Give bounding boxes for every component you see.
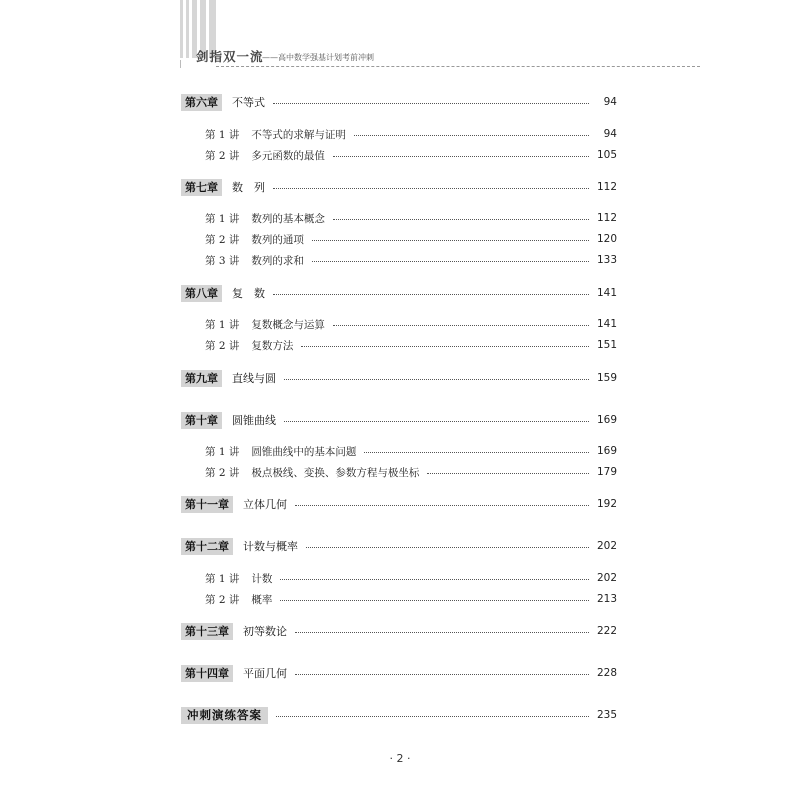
leader-dots xyxy=(280,600,589,601)
page-footer-number: · 2 · xyxy=(389,752,411,765)
section-label: 第 2 讲 xyxy=(205,339,240,352)
page-number: 94 xyxy=(603,128,617,140)
section-title: 复数方法 xyxy=(251,339,294,352)
chapter-label: 第十四章 xyxy=(181,665,233,682)
section-title: 不等式的求解与证明 xyxy=(251,128,346,141)
page-number: 112 xyxy=(596,212,617,224)
toc-section[interactable] xyxy=(181,125,617,143)
section-title: 数列的求和 xyxy=(251,254,304,267)
toc-section[interactable] xyxy=(181,442,617,460)
chapter-title: 平面几何 xyxy=(243,667,287,680)
leader-dots xyxy=(333,219,589,220)
page-number: 133 xyxy=(596,254,617,266)
chapter-title: 复 数 xyxy=(232,287,265,300)
chapter-label: 第九章 xyxy=(181,370,222,387)
leader-dots xyxy=(333,156,589,157)
toc-section[interactable] xyxy=(181,336,617,354)
toc-chapter[interactable] xyxy=(181,411,617,429)
leader-dots xyxy=(276,716,589,717)
page-number: 213 xyxy=(596,593,617,605)
page-number: 202 xyxy=(596,572,617,584)
toc-section[interactable] xyxy=(181,315,617,333)
leader-dots xyxy=(284,379,589,380)
section-title: 数列的基本概念 xyxy=(251,212,325,225)
page-number: 120 xyxy=(596,233,617,245)
page-number: 141 xyxy=(596,318,617,330)
chapter-label: 第六章 xyxy=(181,94,222,111)
page-number: 222 xyxy=(596,625,617,637)
section-label: 第 2 讲 xyxy=(205,466,240,479)
page-number: 94 xyxy=(603,96,617,108)
page-number: 235 xyxy=(596,709,617,721)
section-label: 第 3 讲 xyxy=(205,254,240,267)
toc-section[interactable] xyxy=(181,146,617,164)
page-number: 105 xyxy=(596,149,617,161)
leader-dots xyxy=(273,103,589,104)
chapter-title: 初等数论 xyxy=(243,625,287,638)
leader-dots xyxy=(364,452,589,453)
chapter-title: 数 列 xyxy=(232,181,265,194)
leader-dots xyxy=(295,505,589,506)
chapter-label: 第七章 xyxy=(181,179,222,196)
toc-section[interactable] xyxy=(181,251,617,269)
toc-section[interactable] xyxy=(181,590,617,608)
leader-dots xyxy=(312,240,589,241)
leader-dots xyxy=(295,674,589,675)
section-label: 第 1 讲 xyxy=(205,318,240,331)
leader-dots xyxy=(354,135,589,136)
toc-chapter[interactable] xyxy=(181,495,617,513)
section-label: 第 2 讲 xyxy=(205,149,240,162)
chapter-label: 第八章 xyxy=(181,285,222,302)
toc-chapter[interactable] xyxy=(181,537,617,555)
section-label: 第 1 讲 xyxy=(205,128,240,141)
leader-dots xyxy=(306,547,589,548)
chapter-label: 第十三章 xyxy=(181,623,233,640)
toc-answers[interactable] xyxy=(181,706,617,724)
leader-dots xyxy=(273,294,589,295)
section-label: 第 2 讲 xyxy=(205,593,240,606)
leader-dots xyxy=(295,632,589,633)
section-title: 复数概念与运算 xyxy=(251,318,325,331)
toc-chapter[interactable] xyxy=(181,284,617,302)
chapter-title: 直线与圆 xyxy=(232,372,276,385)
page-number: 169 xyxy=(596,414,617,426)
leader-dots xyxy=(273,188,589,189)
header-rule xyxy=(216,66,700,67)
chapter-label: 第十一章 xyxy=(181,496,233,513)
chapter-title: 圆锥曲线 xyxy=(232,414,276,427)
page-number: 159 xyxy=(596,372,617,384)
toc-chapter[interactable] xyxy=(181,178,617,196)
section-title: 计数 xyxy=(251,572,273,585)
toc-chapter[interactable] xyxy=(181,93,617,111)
section-title: 极点极线、变换、参数方程与极坐标 xyxy=(251,466,420,479)
leader-dots xyxy=(333,325,589,326)
page-number: 228 xyxy=(596,667,617,679)
toc-section[interactable] xyxy=(181,209,617,227)
page-number: 192 xyxy=(596,498,617,510)
brand-subtitle: ——高中数学强基计划考前冲刺 xyxy=(262,53,374,62)
section-label: 第 1 讲 xyxy=(205,445,240,458)
leader-dots xyxy=(427,473,589,474)
toc-chapter[interactable] xyxy=(181,664,617,682)
toc-section[interactable] xyxy=(181,230,617,248)
toc-chapter[interactable] xyxy=(181,622,617,640)
toc-chapter[interactable] xyxy=(181,369,617,387)
toc-section[interactable] xyxy=(181,463,617,481)
page-number: 169 xyxy=(596,445,617,457)
page-number: 151 xyxy=(596,339,617,351)
leader-dots xyxy=(284,421,589,422)
brand-title: 剑指双一流 xyxy=(196,49,264,64)
section-label: 第 2 讲 xyxy=(205,233,240,246)
chapter-label: 第十章 xyxy=(181,412,222,429)
section-title: 数列的通项 xyxy=(251,233,304,246)
section-title: 概率 xyxy=(251,593,273,606)
toc-section[interactable] xyxy=(181,569,617,587)
section-title: 多元函数的最值 xyxy=(251,149,325,162)
chapter-title: 不等式 xyxy=(232,96,265,109)
section-label: 第 1 讲 xyxy=(205,212,240,225)
section-label: 第 1 讲 xyxy=(205,572,240,585)
answers-label: 冲刺演练答案 xyxy=(181,707,268,724)
page-number: 112 xyxy=(596,181,617,193)
section-title: 圆锥曲线中的基本问题 xyxy=(251,445,357,458)
header-divider xyxy=(180,60,181,68)
page-number: 179 xyxy=(596,466,617,478)
leader-dots xyxy=(301,346,589,347)
chapter-title: 立体几何 xyxy=(243,498,287,511)
chapter-label: 第十二章 xyxy=(181,538,233,555)
page-number: 202 xyxy=(596,540,617,552)
chapter-title: 计数与概率 xyxy=(243,540,298,553)
page-number: 141 xyxy=(596,287,617,299)
leader-dots xyxy=(280,579,589,580)
leader-dots xyxy=(312,261,589,262)
